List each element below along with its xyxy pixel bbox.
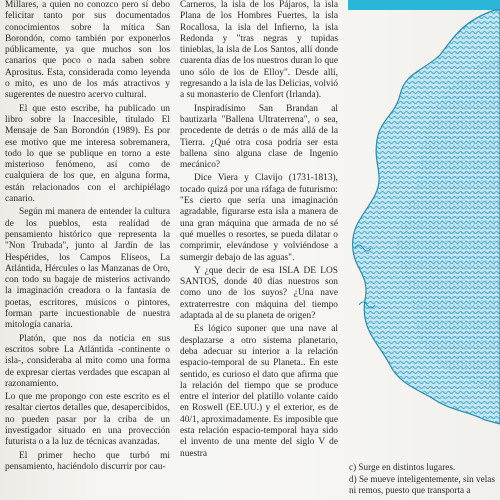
- paragraph: Y ¿que decir de esa ISLA DE LOS SANTOS, donde 40 días nuestros son como uno de los suyos? ¿Una nave extraterrestre con máquina del tiempo adaptada al de su planeta de origen?: [180, 265, 338, 322]
- illustration-caption: [349, 462, 500, 497]
- paragraph: El que esto escribe, ha publicado un libro sobre la Inaccesible, titulado El Mensaje de San Borondón (1989). Es por ese motivo que me interesa sobremanera, todo lo que se publique en torno a este misterioso fenómeno, así como de cualquiera de los que, en alguna forma, están relacionados con el archipiélago canario.: [5, 103, 170, 205]
- paragraph: Carneros, la isla de los Pájaros, la isla Plana de los Hombres Fuertes, la isla Rocallosa, la isla del Infierno, la isla Redonda y "tras negras y tupidas tinieblas, la isla de Los Santos, allí donde cuarenta días de los nuestros duran lo que uno sólo de los de Elloy". Desde allí, regresando a la isla de las Delicias, volvió a su monasterio de Clenfort (Irlanda).: [180, 0, 338, 101]
- paragraph: El primer hecho que turbó mi pensamiento, haciéndolo discurrir por cau-: [5, 450, 170, 472]
- caption-line: c) Surge en distintos lugares.: [349, 462, 456, 472]
- paragraph: Es lógico suponer que una nave al desplazarse a otro sistema planetario, deba adecuar su interior a la relación espacio-temporal de su Planeta.. En este sentido, es curioso el dato que afirma que la relación del tiempo que se produce entre el interior del platillo volante caído en Roswell (EE.UU.) y el exterior, es de 40/1, aproximadamente. Es imposible que esta relación espacio-temporal haya sido el invento de una mente del siglo V de nuestra: [180, 324, 338, 459]
- paragraph: Platón, que nos da noticia en sus escritos sobre La Atlántida -continente o isla-, consideraba al mito como una forma de expresar ciertas verdades que escapan al razonamiento.: [5, 333, 170, 389]
- paragraph: Millares, a quien no conozco pero sí debo felicitar tanto por sus documentados conocimientos sobre la mítica San Borondón, como también por exponerlos públicamente, ya que muchos son los canarios que poco o nada saben sobre Aprositus. Esta, considerada como leyenda o mito, es uno de los más atractivos y sugerentes de nuestro acervo cultural.: [5, 0, 170, 101]
- island-illustration: [345, 0, 500, 432]
- article-column-left: [5, 0, 170, 475]
- paragraph: Dice Viera y Clavijo (1731-1813), tocado quizá por una ráfaga de futurismo: "Es cierto que sería una imaginación agradable, figurarse esta isla a manera de una gran máquina que armada de no sé qué muelles o resortes, se pueda dilatar o comprimir, elevándose y volviéndose a sumergir debajo de las aguas".: [180, 173, 338, 263]
- island-drawing: [345, 0, 500, 432]
- paragraph: Lo que me propongo con este escrito es el resaltar ciertos detalles que, desapercibidos, no pueden pasar por la criba de un investigador situado en una provección futurista o a la luz de técnicas avanzadas.: [5, 392, 170, 448]
- paragraph: Inspiradísimo San Brandan al bautizarla "Ballena Ultraterrena", o sea, procedente de detrás o de más allá de la Tierra. ¿Qué otra cosa podría ser esta ballena sino alguna clase de Ingenio mecánico?: [180, 103, 338, 171]
- caption-line: d) Se mueve inteligentemente, sin velas ni remos, puesto que transporta a: [349, 473, 495, 496]
- article-column-middle: [180, 0, 338, 462]
- paragraph: Según mi manera de entender la cultura de los pueblos, esta realidad de pensamiento histórico que representa la "Non Trubada", junto al Jardín de las Hespérides, los Campos Elíseos, La Atlántida, Hércules o las Manzanas de Oro, con todo su bagaje de misterios activando la imaginación creadora o la fantasía de poetas, escritores, músicos o pintores, forman parte incuestionable de nuestra mitología canaria.: [5, 207, 170, 331]
